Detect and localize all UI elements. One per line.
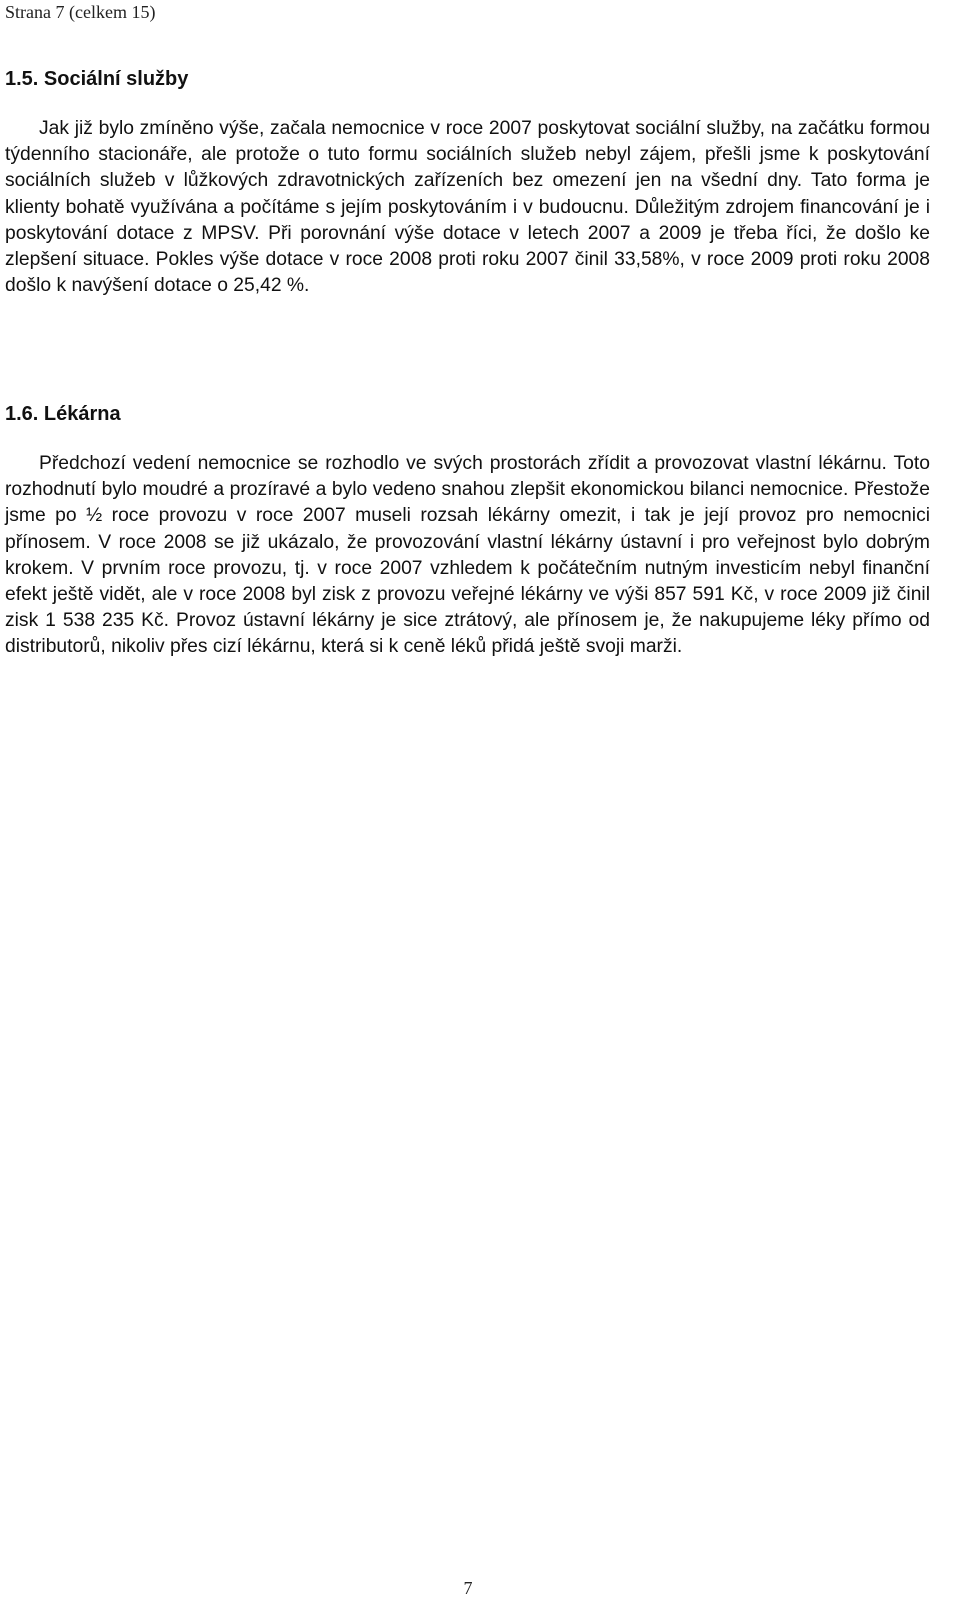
section-paragraph-pharmacy: Předchozí vedení nemocnice se rozhodlo ve svých prostorách zřídit a provozovat vlastní lékárnu. Toto rozhodnutí bylo moudré a prozíravé a bylo vedeno snahou zlepšit ekonomickou bilanci nemocnice. Přestože jsme po ½ roce provozu v roce 2007 museli rozsah lékárny omezit, i tak je její provoz pro nemocnici přínosem. V roce 2008 se již ukázalo, že provozování vlastní lékárny ústavní i pro veřejnost bylo dobrým krokem. V prvním roce provozu, tj. v roce 2007 vzhledem k počátečním nutným investicím nebyl finanční efekt ještě vidět, ale v roce 2008 byl zisk z provozu veřejné lékárny ve výši 857 591 Kč, v roce 2009 již činil zisk 1 538 235 Kč. Provoz ústavní lékárny je sice ztrátový, ale přínosem je, že nakupujeme léky přímo od distributorů, nikoliv přes cizí lékárnu, která si k ceně léků přidá ještě svoji marži. [5,453,930,658]
section-heading-pharmacy: 1.6. Lékárna [5,403,121,425]
page-number: 7 [463,1578,473,1598]
section-paragraph-social-services: Jak již bylo zmíněno výše, začala nemocnice v roce 2007 poskytovat sociální služby, na začátku formou týdenního stacionáře, ale protože o tuto formu sociálních služeb nebyl zájem, přešli jsme k poskytování sociálních služeb v lůžkových zdravotnických zařízeních bez omezení jen na všední dny. Tato forma je klienty bohatě využívána a počítáme s jejím poskytováním i v budoucnu. Důležitým zdrojem financování je i poskytování dotace z MPSV. Při porovnání výše dotace v letech 2007 a 2009 je třeba říci, že došlo ke zlepšení situace. Pokles výše dotace v roce 2008 proti roku 2007 činil 33,58%, v roce 2009 proti roku 2008 došlo k navýšení dotace o 25,42 %. [5,118,930,297]
page-indicator: Strana 7 (celkem 15) [5,2,156,22]
section-heading-social-services: 1.5. Sociální služby [5,68,189,90]
